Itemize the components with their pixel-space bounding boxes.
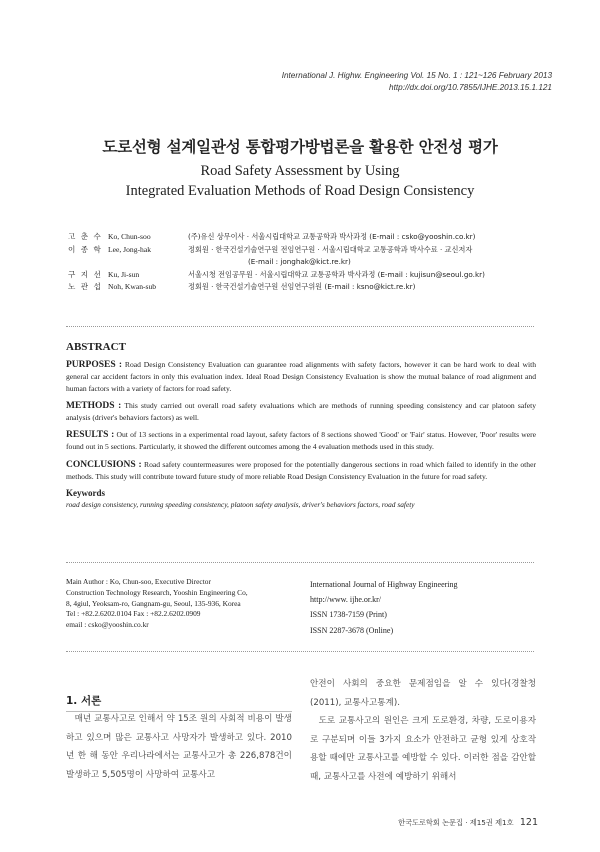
title-english-line1: Road Safety Assessment by Using	[200, 163, 400, 179]
author-english-name: Ko, Chun-soo	[108, 232, 151, 241]
author-row	[68, 244, 558, 257]
author-korean-name: 구 지 선	[68, 269, 103, 279]
paragraph: 매년 교통사고로 인해서 약 15조 원의 사회적 비용이 발생하고 있으며 많은 교통사고 사망자가 발생하고 있다. 2010년 한 해 동안 우리나라에서는 교통사고가 총 226,878건이 발생하고 5,505명이 사망하여 교통사고	[66, 714, 292, 780]
paragraph: 안전이 사회의 중요한 문제점임을 알 수 있다(경찰청 (2011), 교통사고통계).	[310, 679, 536, 708]
main-author-email: email : csko@yooshin.co.kr	[66, 620, 149, 630]
page-footer	[398, 817, 538, 828]
keywords-label: Keywords	[66, 488, 105, 499]
journal-header	[282, 70, 552, 94]
author-english-name: Ku, Ji-sun	[108, 269, 140, 279]
main-author-line: Tel : +82.2.6202.0104 Fax : +82.2.6202.0909	[66, 609, 201, 619]
divider	[66, 326, 534, 327]
paragraph: 도로 교통사고의 원인은 크게 도로환경, 차량, 도로이용자로 구분되며 이들 3가지 요소가 안전하고 균형 있게 상호작용할 때에만 교통사고를 예방할 수 있다. 이러한 점을 감안할 때, 교통사고를 사전에 예방하기 위해서	[310, 716, 536, 782]
main-author-line: 8, 4giul, Yeoksam-ro, Gangnam-gu, Seoul, 135-936, Korea	[66, 598, 241, 608]
methods-text: This study carried out overall road safety evaluations which are methods of running speeding consistency and car platoon safety analysis (driver's behaviors factors) as well.	[66, 400, 536, 423]
conclusions-label: CONCLUSIONS :	[66, 459, 142, 470]
title-korean: 도로선형 설계일관성 통합평가방법론을 활용한 안전성 평가	[102, 138, 498, 156]
author-affiliation: 서울시청 전임공무원 · 서울시립대학교 교통공학과 박사과정 (E-mail : kujisun@seoul.go.kr)	[188, 269, 485, 279]
author-row	[68, 256, 558, 269]
divider	[66, 651, 534, 652]
journal-doi[interactable]: http://dx.doi.org/10.7855/IJHE.2013.15.1.121	[389, 83, 552, 92]
journal-volume: Vol. 15 No. 1 : 121~126 February 2013	[410, 71, 552, 80]
author-email: (E-mail : jonghak@kict.re.kr)	[248, 257, 351, 266]
title-english-line2: Integrated Evaluation Methods of Road Design Consistency	[125, 183, 475, 199]
divider	[66, 562, 534, 563]
methods-label: METHODS :	[66, 400, 122, 411]
body-column-left	[66, 710, 292, 784]
abstract-results	[66, 429, 536, 452]
journal-info-issn-print: ISSN 1738-7159 (Print)	[310, 610, 387, 620]
author-row	[68, 231, 558, 244]
author-affiliation: 정회원 · 한국건설기술연구원 전임연구원 · 서울시립대학교 교통공학과 박사수료 · 교신저자	[188, 244, 473, 254]
journal-info	[310, 577, 540, 638]
main-author-info	[66, 577, 306, 631]
abstract-conclusions	[66, 459, 536, 482]
author-row	[68, 269, 558, 282]
journal-info-url[interactable]: http://www. ijhe.or.kr/	[310, 595, 382, 605]
author-korean-name: 고 춘 수	[68, 232, 103, 241]
main-author-line: Construction Technology Research, Yooshin Engineering Co,	[66, 587, 248, 597]
results-label: RESULTS :	[66, 430, 115, 441]
page-number: 121	[519, 817, 538, 828]
author-row	[68, 281, 558, 294]
journal-name: International J. Highw. Engineering	[281, 71, 409, 80]
author-english-name: Lee, Jong-hak	[108, 244, 152, 254]
author-affiliation: 정회원 · 한국건설기술연구원 선임연구위원 (E-mail : ksno@kict.re.kr)	[188, 282, 416, 291]
abstract	[66, 342, 536, 510]
section-title: 1. 서론	[66, 695, 102, 707]
author-english-name: Noh, Kwan-sub	[108, 282, 157, 291]
author-list	[68, 231, 558, 294]
author-affiliation: (주)유신 상무이사 · 서울시립대학교 교통공학과 박사과정 (E-mail : csko@yooshin.co.kr)	[188, 232, 476, 241]
journal-info-name: International Journal of Highway Engineering	[310, 580, 458, 589]
abstract-purposes	[66, 359, 536, 394]
abstract-heading: ABSTRACT	[66, 341, 126, 353]
author-korean-name: 이 종 학	[68, 244, 103, 254]
journal-info-issn-online: ISSN 2287-3678 (Online)	[310, 625, 394, 635]
purposes-text: Road Design Consistency Evaluation can guarantee road alignments with safety factors, however it can be hard work to deal with general car accident factors in only this evaluation index. Ideal Road Design Consistency Evaluation is show the mutual balance of road alignment and human factors with a variety of factors for road safety.	[66, 360, 536, 393]
main-author-line: Main Author : Ko, Chun-soo, Executive Director	[66, 577, 211, 586]
keywords: road design consistency, running speeding consistency, platoon safety analysis, driver's behaviors factors, road safety	[66, 500, 415, 510]
footer-journal: 한국도로학회 논문집 · 제15권 제1호	[398, 818, 514, 827]
author-korean-name: 노 관 섭	[68, 282, 103, 291]
purposes-label: PURPOSES :	[66, 360, 123, 371]
abstract-methods	[66, 400, 536, 423]
conclusions-text: Road safety countermeasures were proposed for the potentially dangerous sections in road which failed to identify in the other methods. This study will contribute toward future study of more reliable Road Design Consistency Evaluation in the future for road safety.	[66, 459, 536, 481]
body-column-right	[310, 675, 536, 786]
results-text: Out of 13 sections in a experimental road layout, safety factors of 8 sections showed 'Good' or 'Fair' status. However, 'Poor' results were found out in 5 sections. Particularly, it showed the different outcomes among the 4 evaluation methods used in this study.	[66, 430, 536, 452]
